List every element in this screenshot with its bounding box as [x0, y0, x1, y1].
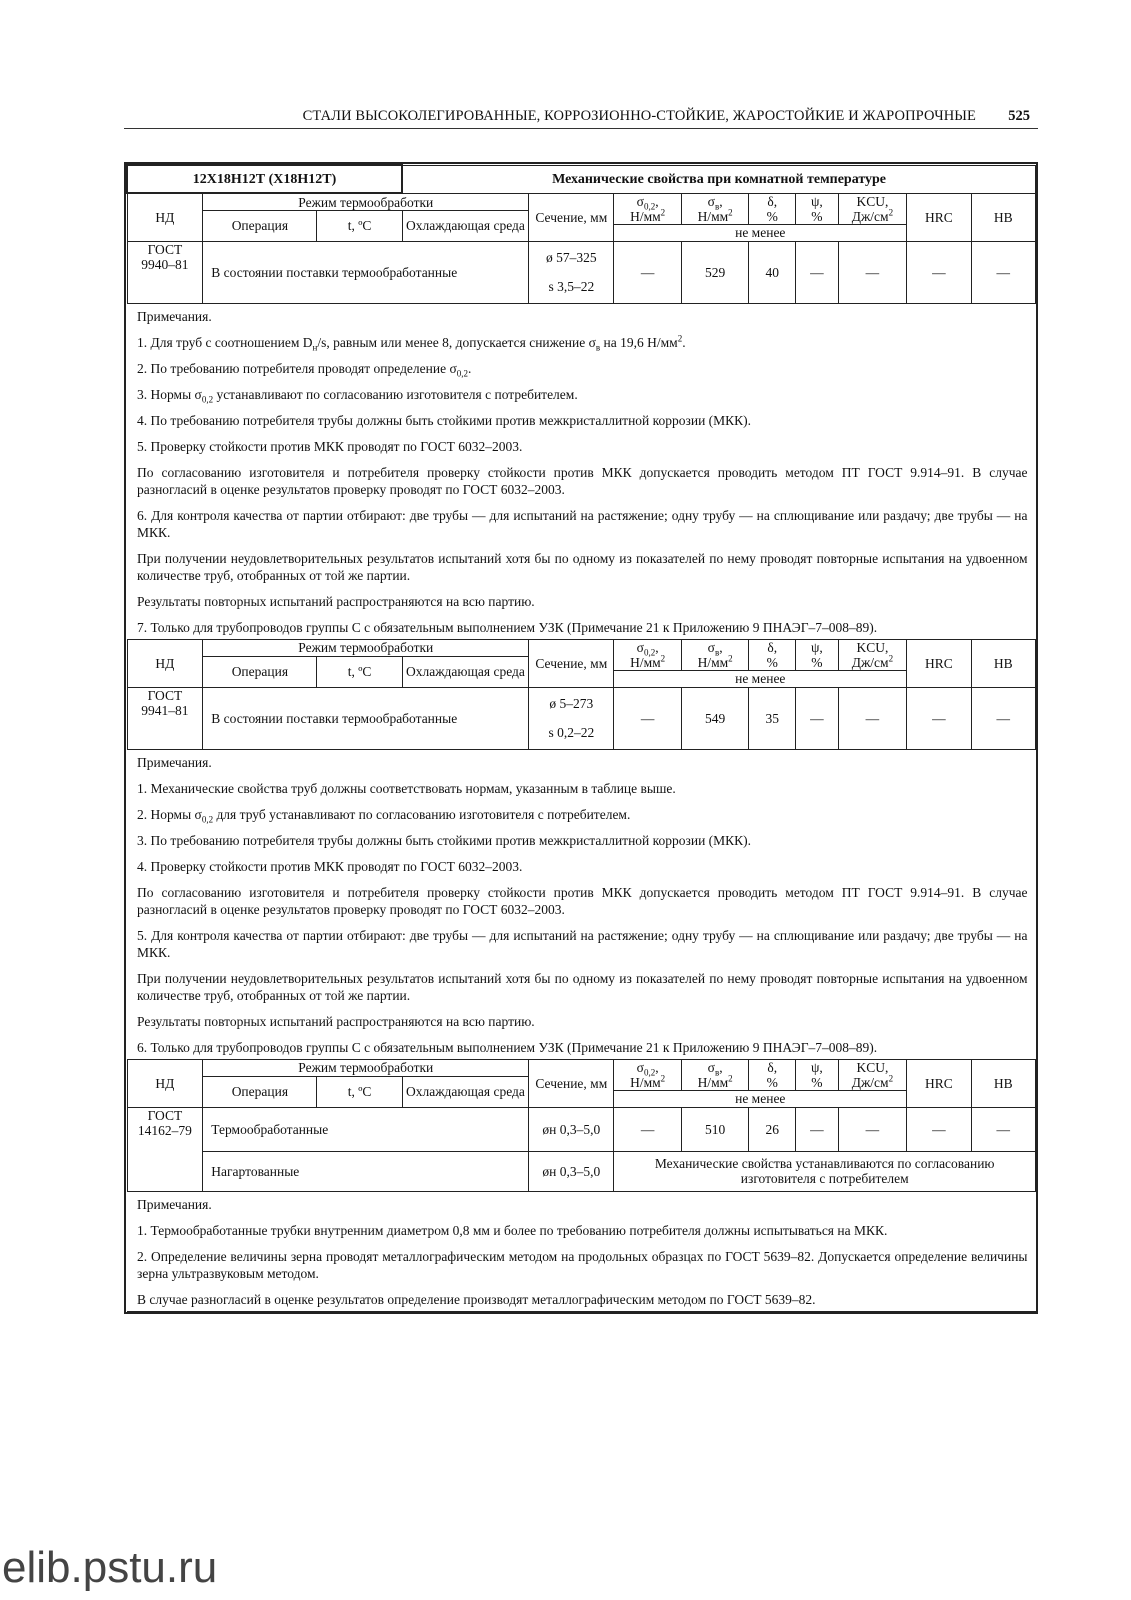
col-section: Сечение, мм: [529, 193, 614, 241]
state-cell: В состоянии поставки термообработанные: [203, 241, 529, 303]
col-cooling: Охлаждающая среда: [402, 211, 529, 242]
notes-block: [127, 303, 1036, 639]
running-head-title: СТАЛИ ВЫСОКОЛЕГИРОВАННЫЕ, КОРРОЗИОННО-СТОЙКИЕ, ЖАРОСТОЙКИЕ И ЖАРОПРОЧНЫЕ: [302, 108, 976, 124]
col-heat-mode: Режим термообработки: [203, 1059, 529, 1076]
col-heat-mode: Режим термообработки: [203, 639, 529, 656]
col-psi: ψ, %: [796, 1059, 839, 1090]
note-item: Результаты повторных испытаний распространяются на всю партию.: [137, 593, 535, 609]
steel-grade: 12Х18Н12Т (Х18Н12Т): [127, 165, 402, 193]
col-sv: $\sigma_в$, $Н/мм^2$: [681, 193, 748, 224]
col-psi: ψ, %: [796, 193, 839, 224]
col-delta: δ, %: [749, 1059, 796, 1090]
col-s02: $\sigma_{0,2}$, $Н/мм^2$: [614, 1059, 681, 1090]
col-hrc: HRC: [907, 193, 971, 241]
note-item: 1. Для труб с соотношением $D_н/s$, равным или менее 8, допускается снижение $\sigma_в$ на 19,6 $Н/мм^2$.: [137, 333, 686, 353]
hb-cell: —: [971, 1107, 1035, 1151]
col-sv: $\sigma_в$, $Н/мм^2$: [681, 639, 748, 670]
psi-cell: —: [796, 1107, 839, 1151]
notes-row: [127, 749, 1036, 1059]
s02-cell: —: [614, 687, 681, 749]
sv-cell: 549: [681, 687, 748, 749]
notes-row: [127, 303, 1036, 639]
section-cell: ø 57–325 s 3,5–22: [529, 241, 614, 303]
note-item: 5. Для контроля качества от партии отбирают: две трубы — для испытаний на растяжение; одну трубу — на сплющивание или раздачу; две трубы — на МКК.: [137, 927, 1028, 960]
note-item: 2. По требованию потребителя проводят определение $\sigma_{0,2}$.: [137, 360, 472, 379]
note-item: В случае разногласий в оценке результатов определение производят металлографическим методом по ГОСТ 5639–82.: [137, 1291, 816, 1307]
note-item: 2. Нормы $\sigma_{0,2}$ для труб устанавливают по согласованию изготовителя с потребителем.: [137, 806, 631, 825]
col-hb: HB: [971, 639, 1035, 687]
properties-table: [126, 164, 1036, 1312]
col-s02: $\sigma_{0,2}$, $Н/мм^2$: [614, 639, 681, 670]
note-item: 2. Определение величины зерна проводят металлографическим методом на продольных образцах по ГОСТ 5639–82. Допускается определение величины зерна ультразвуковым методом.: [137, 1248, 1028, 1281]
col-not-less: не менее: [614, 224, 907, 241]
note-item: 1. Механические свойства труб должны соответствовать нормам, указанным в таблице выше.: [137, 780, 676, 796]
running-head: [124, 108, 1038, 129]
s02-cell: —: [614, 1107, 681, 1151]
col-hb: HB: [971, 1059, 1035, 1107]
col-nd: НД: [127, 193, 203, 241]
hrc-cell: —: [907, 241, 971, 303]
note-item: 7. Только для трубопроводов группы С с обязательным выполнением УЗК (Примечание 21 к Приложению 9 ПНАЭГ–7–008–89).: [137, 619, 878, 635]
note-item: 3. По требованию потребителя трубы должны быть стойкими против межкристаллитной коррозии (МКК).: [137, 832, 752, 848]
note-heading: Примечания.: [137, 754, 212, 770]
col-sv: $\sigma_в$, $Н/мм^2$: [681, 1059, 748, 1090]
psi-cell: —: [796, 687, 839, 749]
hrc-cell: —: [907, 1107, 971, 1151]
sv-cell: 529: [681, 241, 748, 303]
nd-cell: ГОСТ 14162–79: [127, 1107, 203, 1191]
note-item: По согласованию изготовителя и потребителя проверку стойкости против МКК допускается проводить методом ПТ ГОСТ 9.914–91. В случае разногласий в оценке результатов проверку проводят по ГОСТ 6032–2003.: [137, 464, 1028, 497]
col-delta: δ, %: [749, 193, 796, 224]
s02-cell: —: [614, 241, 681, 303]
kcu-cell: —: [838, 687, 907, 749]
note-item: 3. Нормы $\sigma_{0,2}$ устанавливают по согласованию изготовителя с потребителем.: [137, 386, 578, 405]
hb-cell: —: [971, 241, 1035, 303]
delta-cell: 40: [749, 241, 796, 303]
notes-row: [127, 1191, 1036, 1311]
col-section: Сечение, мм: [529, 1059, 614, 1107]
table-row: [127, 1151, 1036, 1191]
col-nd: НД: [127, 639, 203, 687]
state-cell: Термообработанные: [203, 1107, 529, 1151]
section-cell: øн 0,3–5,0: [529, 1151, 614, 1191]
note-item: Результаты повторных испытаний распространяются на всю партию.: [137, 1013, 535, 1029]
note-item: 6. Для контроля качества от партии отбирают: две трубы — для испытаний на растяжение; одну трубу — на сплющивание или раздачу; две трубы — на МКК.: [137, 507, 1028, 540]
delta-cell: 35: [749, 687, 796, 749]
col-s02: $\sigma_{0,2}$, $Н/мм^2$: [614, 193, 681, 224]
kcu-cell: —: [838, 241, 907, 303]
col-kcu: KCU, $Дж/см^2$: [838, 193, 907, 224]
col-operation: Операция: [203, 1076, 317, 1107]
header-row: [127, 193, 1036, 211]
header-row: [127, 1059, 1036, 1076]
note-heading: Примечания.: [137, 308, 212, 324]
page-number: 525: [1008, 108, 1030, 124]
col-not-less: не менее: [614, 670, 907, 687]
col-temp: t, ºC: [317, 656, 402, 687]
note-heading: Примечания.: [137, 1196, 212, 1212]
col-cooling: Охлаждающая среда: [402, 1076, 529, 1107]
notes-block: [127, 749, 1036, 1059]
col-temp: t, ºC: [317, 211, 402, 242]
col-not-less: не менее: [614, 1090, 907, 1107]
notes-block: [127, 1191, 1036, 1311]
note-item: При получении неудовлетворительных результатов испытаний хотя бы по одному из показателей по нему проводят повторные испытания на удвоенном количестве труб, отобранных от той же партии.: [137, 550, 1028, 583]
watermark: elib.pstu.ru: [2, 1543, 218, 1592]
table-row: [127, 1107, 1036, 1151]
section-title: Механические свойства при комнатной температуре: [402, 165, 1035, 193]
col-psi: ψ, %: [796, 639, 839, 670]
section-cell: ø 5–273 s 0,2–22: [529, 687, 614, 749]
col-delta: δ, %: [749, 639, 796, 670]
col-heat-mode: Режим термообработки: [203, 193, 529, 211]
header-row: [127, 639, 1036, 656]
col-hrc: HRC: [907, 1059, 971, 1107]
state-cell: В состоянии поставки термообработанные: [203, 687, 529, 749]
col-hb: HB: [971, 193, 1035, 241]
note-item: 5. Проверку стойкости против МКК проводят по ГОСТ 6032–2003.: [137, 438, 523, 454]
hrc-cell: —: [907, 687, 971, 749]
section-cell: øн 0,3–5,0: [529, 1107, 614, 1151]
note-item: 4. Проверку стойкости против МКК проводят по ГОСТ 6032–2003.: [137, 858, 523, 874]
col-operation: Операция: [203, 656, 317, 687]
note-item: 4. По требованию потребителя трубы должны быть стойкими против межкристаллитной коррозии (МКК).: [137, 412, 752, 428]
col-section: Сечение, мм: [529, 639, 614, 687]
properties-document: [124, 162, 1038, 1314]
col-kcu: KCU, $Дж/см^2$: [838, 1059, 907, 1090]
note-item: 6. Только для трубопроводов группы С с обязательным выполнением УЗК (Примечание 21 к Приложению 9 ПНАЭГ–7–008–89).: [137, 1039, 878, 1055]
note-item: 1. Термообработанные трубки внутренним диаметром 0,8 мм и более по требованию потребителя должны испытываться на МКК.: [137, 1222, 888, 1238]
kcu-cell: —: [838, 1107, 907, 1151]
sv-cell: 510: [681, 1107, 748, 1151]
note-item: При получении неудовлетворительных результатов испытаний хотя бы по одному из показателей по нему проводят повторные испытания на удвоенном количестве труб, отобранных от той же партии.: [137, 970, 1028, 1003]
col-nd: НД: [127, 1059, 203, 1107]
hb-cell: —: [971, 687, 1035, 749]
state-cell: Нагартованные: [203, 1151, 529, 1191]
col-kcu: KCU, $Дж/см^2$: [838, 639, 907, 670]
delta-cell: 26: [749, 1107, 796, 1151]
col-temp: t, ºC: [317, 1076, 402, 1107]
nd-cell: ГОСТ 9940–81: [127, 241, 203, 303]
nd-cell: ГОСТ 9941–81: [127, 687, 203, 749]
col-operation: Операция: [203, 211, 317, 242]
table-row: [127, 687, 1036, 749]
agreement-note-cell: Механические свойства устанавливаются по согласованию изготовителя с потребителем: [614, 1151, 1036, 1191]
note-item: По согласованию изготовителя и потребителя проверку стойкости против МКК допускается проводить методом ПТ ГОСТ 9.914–91. В случае разногласий в оценке результатов проверку проводят по ГОСТ 6032–2003.: [137, 884, 1028, 917]
col-hrc: HRC: [907, 639, 971, 687]
col-cooling: Охлаждающая среда: [402, 656, 529, 687]
psi-cell: —: [796, 241, 839, 303]
table-row: [127, 241, 1036, 303]
title-row: [127, 165, 1036, 193]
